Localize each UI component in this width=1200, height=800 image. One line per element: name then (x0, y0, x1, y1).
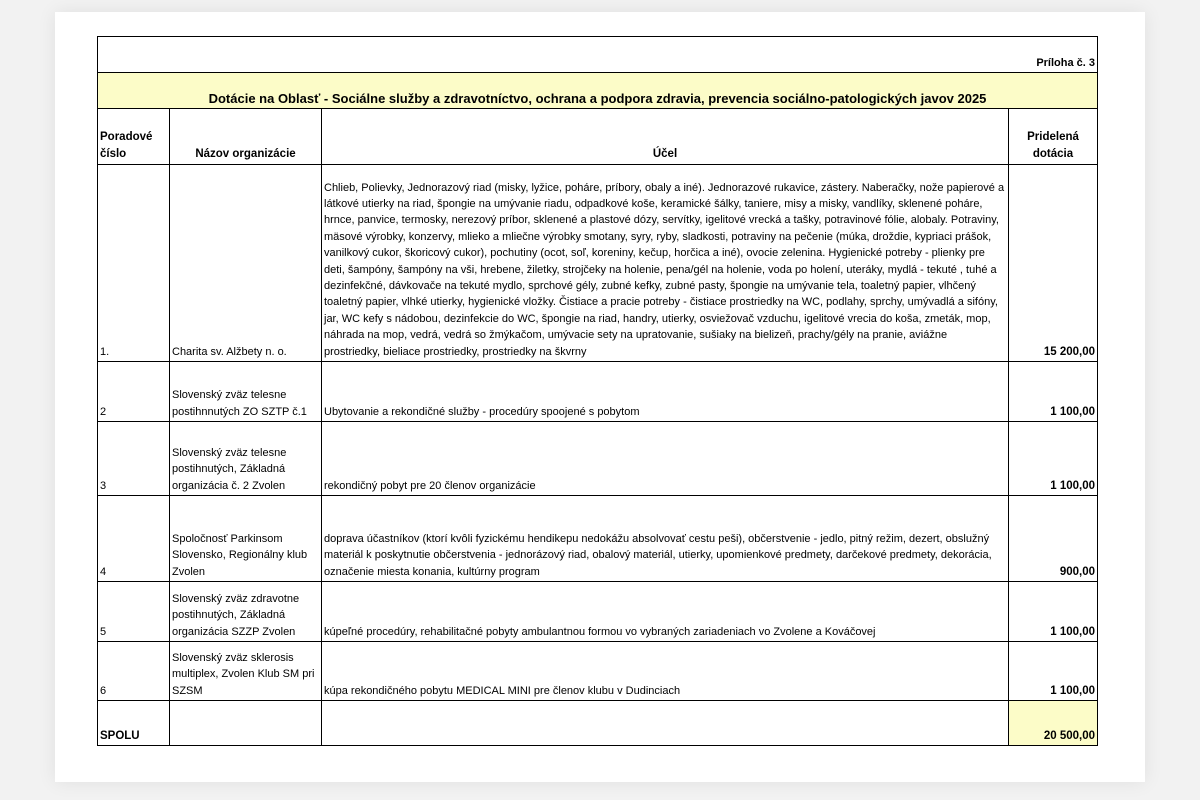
annex-row (98, 37, 1098, 73)
header-organization: Názov organizácie (170, 109, 322, 165)
table-row (98, 642, 1098, 701)
row-amount: 15 200,00 (1009, 165, 1098, 362)
table-row (98, 582, 1098, 642)
row-purpose: kúpa rekondičného pobytu MEDICAL MINI pre členov klubu v Dudinciach (322, 642, 1009, 701)
row-amount: 1 100,00 (1009, 582, 1098, 642)
subsidy-table (97, 36, 1098, 746)
row-organization: Slovenský zväz zdravotne postihnutých, Základná organizácia SZZP Zvolen (170, 582, 322, 642)
row-purpose: Chlieb, Polievky, Jednorazový riad (misky, lyžice, poháre, príbory, obaly a iné). Jednorazové rukavice, zástery. Naberačky, nože papierové a látkové utierky na riad, špongie na umývanie riadu, odpadkové koše, keramické šálky, taniere, misy a misky, vandlíky, sklenené poháre, hrnce, panvice, termosky, nerezový príbor, sklenené a plastové dózy, servítky, igelitové vrecká a tašky, potravinové fólie, alobaly. Potraviny, mäsové výrobky, konzervy, mlieko a mliečne výrobky smotany, syry, ryby, sladkosti, potraviny na pečenie (múka, droždie, kypriaci prášok, vanilkový cukor, škoricový cukor), pochutiny (ocot, soľ, koreniny, kečup, horčica a iné), ovocie zelenina. Hygienické potreby - plienky pre deti, šampóny, šampóny na vši, hrebene, žiletky, strojčeky na holenie, pena/gél na holenie, voda po holení, uteráky, mydlá - tekuté , tuhé a dezinfekčné, dávkovače na tekuté mydlo, sprchové gély, zubné kefky, zubné pasty, špongie na umývanie tela, toaletný papier, vlhčený toaletný papier, vlhké utierky, hygienické vložky. Čistiace a pracie potreby - čistiace prostriedky na WC, podlahy, sprchy, umývadlá a sifóny, jar, WC kefy s nádobou, dezinfekcie do WC, špongie na riad, handry, utierky, osviežovač vzduchu, igelitové vrecia do koša, zmeták, mop, náhrada na mop, vedrá, vedrá so žmýkačom, umývacie sety na upratovanie, sušiaky na bielizeň, prachy/gély na pranie, aviážne prostriedky, bieliace prostriedky, prostriedky na škvrny (322, 165, 1009, 362)
row-number: 1. (98, 165, 170, 362)
row-organization: Charita sv. Alžbety n. o. (170, 165, 322, 362)
header-row (98, 109, 1098, 165)
header-purpose: Účel (322, 109, 1009, 165)
header-number: Poradové číslo (98, 109, 170, 165)
row-amount: 1 100,00 (1009, 362, 1098, 422)
row-amount: 900,00 (1009, 496, 1098, 582)
total-empty-purpose (322, 701, 1009, 746)
row-number: 6 (98, 642, 170, 701)
title-row (98, 73, 1098, 109)
header-amount: Pridelená dotácia (1009, 109, 1098, 165)
table-title: Dotácie na Oblasť - Sociálne služby a zdravotníctvo, ochrana a podpora zdravia, prevencia sociálno-patologických javov 2025 (98, 73, 1098, 109)
total-empty-organization (170, 701, 322, 746)
annex-label: Príloha č. 3 (98, 37, 1098, 73)
total-row (98, 701, 1098, 746)
row-number: 2 (98, 362, 170, 422)
row-purpose: kúpeľné procedúry, rehabilitačné pobyty ambulantnou formou vo vybraných zariadeniach vo Zvolene a Kováčovej (322, 582, 1009, 642)
row-purpose: rekondičný pobyt pre 20 členov organizácie (322, 422, 1009, 496)
row-organization: Slovenský zväz telesne postihnnutých ZO SZTP č.1 (170, 362, 322, 422)
row-organization: Slovenský zväz telesne postihnutých, Základná organizácia č. 2 Zvolen (170, 422, 322, 496)
row-number: 5 (98, 582, 170, 642)
row-number: 4 (98, 496, 170, 582)
row-purpose: doprava účastníkov (ktorí kvôli fyzickému hendikepu nedokážu absolvovať cestu peši), občerstvenie - jedlo, pitný režim, dezert, obslužný materiál k poskytnutie občerstvenia - jednorázový riad, obalový materiál, utierky, upomienkové predmety, darčekové predmety, dekorácia, označenie miesta konania, kultúrny program (322, 496, 1009, 582)
table-row (98, 165, 1098, 362)
row-organization: Slovenský zväz sklerosis multiplex, Zvolen Klub SM pri SZSM (170, 642, 322, 701)
document-page (55, 12, 1145, 782)
row-organization: Spoločnosť Parkinsom Slovensko, Regionálny klub Zvolen (170, 496, 322, 582)
row-number: 3 (98, 422, 170, 496)
table-row (98, 362, 1098, 422)
row-amount: 1 100,00 (1009, 422, 1098, 496)
total-amount: 20 500,00 (1009, 701, 1098, 746)
total-label: SPOLU (98, 701, 170, 746)
row-purpose: Ubytovanie a rekondičné služby - procedúry spoojené s pobytom (322, 362, 1009, 422)
row-amount: 1 100,00 (1009, 642, 1098, 701)
table-row (98, 496, 1098, 582)
table-row (98, 422, 1098, 496)
